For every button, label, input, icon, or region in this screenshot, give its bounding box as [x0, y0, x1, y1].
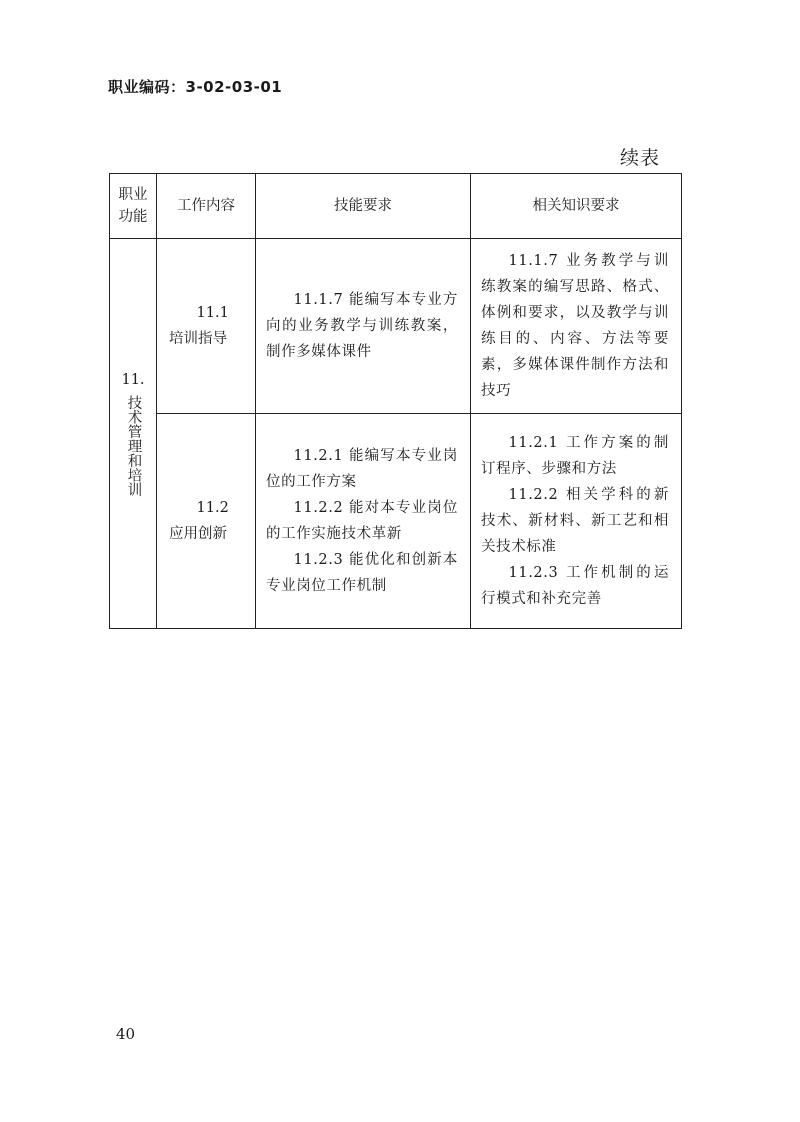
work-content-text: 11.1 培训指导	[169, 305, 229, 347]
occupation-code: 职业编码：3-02-03-01	[108, 78, 283, 96]
header-work-content: 工作内容	[157, 174, 256, 239]
page-number: 40	[116, 1025, 136, 1043]
skill-cell	[256, 239, 471, 414]
header-function: 职业 功能	[110, 174, 157, 239]
skill-cell	[256, 414, 471, 629]
knowledge-item: 11.2.3 工作机制的运行模式和补充完善	[481, 565, 669, 607]
function-number: 11.	[121, 372, 145, 389]
work-content-cell	[157, 239, 256, 414]
function-cell	[110, 239, 157, 629]
header-skill-requirements: 技能要求	[256, 174, 471, 239]
header-knowledge-requirements: 相关知识要求	[471, 174, 682, 239]
skill-item: 11.2.3 能优化和创新本专业岗位工作机制	[266, 552, 458, 594]
table-continued-caption: 续表	[619, 147, 660, 169]
skill-item: 11.2.2 能对本专业岗位的工作实施技术革新	[266, 500, 458, 542]
knowledge-cell	[471, 414, 682, 629]
work-content-text: 11.2 应用创新	[169, 500, 229, 542]
work-content-cell	[157, 414, 256, 629]
table-row	[110, 414, 682, 629]
table-row	[110, 239, 682, 414]
skill-item: 11.1.7 能编写本专业方向的业务教学与训练教案，制作多媒体课件	[266, 292, 458, 360]
function-name: 技术管理和培训	[125, 395, 142, 497]
knowledge-item: 11.2.2 相关学科的新技术、新材料、新工艺和相关技术标准	[481, 487, 669, 555]
table-header-row	[110, 174, 682, 239]
skills-table	[109, 173, 682, 629]
knowledge-item: 11.2.1 工作方案的制订程序、步骤和方法	[481, 435, 669, 477]
knowledge-item: 11.1.7 业务教学与训练教案的编写思路、格式、体例和要求，以及教学与训练目的、内容、方法等要素，多媒体课件制作方法和技巧	[481, 253, 669, 399]
skill-item: 11.2.1 能编写本专业岗位的工作方案	[266, 448, 458, 490]
knowledge-cell	[471, 239, 682, 414]
